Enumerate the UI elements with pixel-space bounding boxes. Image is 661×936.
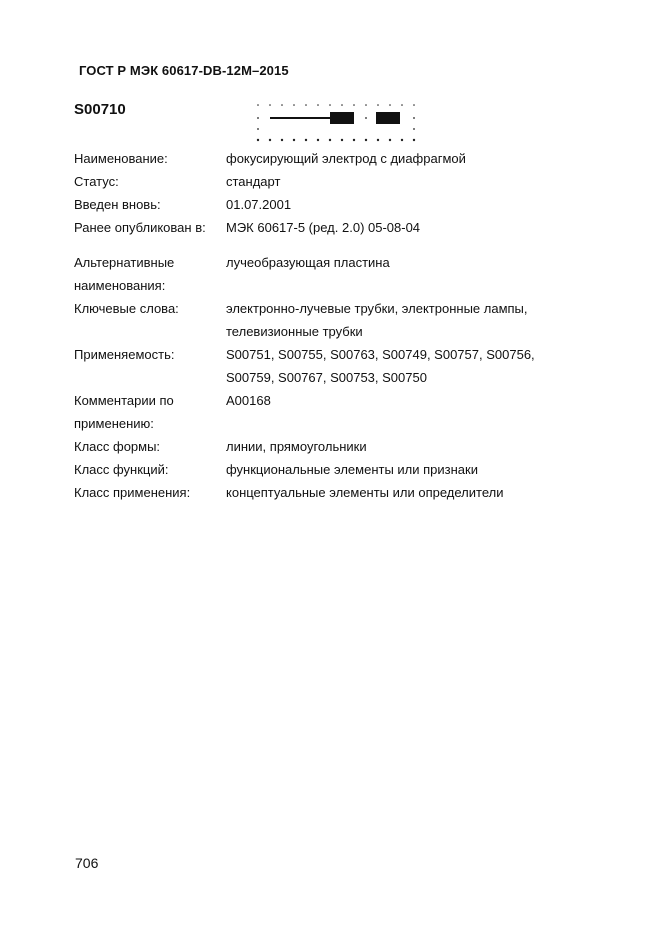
field-row [74,458,634,481]
field-value [226,297,634,343]
grid-dot [413,104,415,106]
field-value [226,193,634,216]
field-value [226,435,634,458]
field-label [74,170,226,193]
field-label-line: Комментарии по [74,393,174,408]
field-value [226,216,634,239]
page-number: 706 [75,855,99,871]
field-value [226,389,634,435]
grid-dot [341,139,343,141]
symbol-graphic [252,99,420,145]
field-row [74,147,634,170]
field-label-line: Наименование: [74,151,168,166]
symbol-rect-right [376,112,400,124]
field-value-line: 01.07.2001 [226,197,292,212]
field-label [74,389,226,435]
field-label-line: Применяемость: [74,347,175,362]
grid-dot [317,139,319,141]
field-value-line: линии, прямоугольники [226,439,367,454]
grid-dot [281,104,283,106]
focusing-electrode-with-aperture-symbol-icon [252,99,420,150]
field-label [74,458,226,481]
field-label [74,343,226,389]
grid-dot [365,117,367,119]
field-label-line: Класс применения: [74,485,191,500]
field-row [74,389,634,435]
field-label-line: Ранее опубликован в: [74,220,206,235]
field-row [74,193,634,216]
symbol-rect-left [330,112,354,124]
field-value-line: лучеобразующая пластина [226,255,390,270]
grid-dot [257,139,259,141]
field-value-line: стандарт [226,174,281,189]
field-label [74,435,226,458]
field-row [74,170,634,193]
field-value [226,170,634,193]
field-label [74,147,226,170]
field-value-line: A00168 [226,393,271,408]
grid-dot [389,104,391,106]
field-row [74,481,634,504]
field-label-line: применению: [74,416,154,431]
field-value [226,251,634,297]
field-label [74,297,226,343]
grid-dot [389,139,391,141]
document-header: ГОСТ Р МЭК 60617-DB-12М–2015 [79,63,289,78]
field-value-line: функциональные элементы или признаки [226,462,478,477]
field-row [74,435,634,458]
field-label-line: Альтернативные [74,255,175,270]
grid-dot [257,117,259,119]
field-row [74,297,634,343]
field-value-line: S00751, S00755, S00763, S00749, S00757, S00756, [226,347,535,362]
field-value [226,343,634,389]
symbol-code: S00710 [74,101,126,118]
field-row [74,251,634,297]
field-row [74,216,634,239]
field-value-line: МЭК 60617-5 (ред. 2.0) 05-08-04 [226,220,421,235]
grid-dot [365,139,367,141]
field-label [74,216,226,239]
grid-dot [377,139,379,141]
grid-dot [257,104,259,106]
field-value [226,147,634,170]
grid-dot [329,139,331,141]
grid-dot [281,139,283,141]
grid-dot [353,104,355,106]
field-value-line: электронно-лучевые трубки, электронные лампы, [226,301,528,316]
grid-dot [377,104,379,106]
grid-dot [341,104,343,106]
field-value-line: фокусирующий электрод с диафрагмой [226,151,466,166]
field-value [226,481,634,504]
grid-dot [329,104,331,106]
grid-dot [305,104,307,106]
field-row [74,343,634,389]
field-label [74,481,226,504]
grid-dot [413,139,415,141]
field-value-line: концептуальные элементы или определители [226,485,504,500]
grid-dot [293,104,295,106]
grid-dot [401,104,403,106]
grid-dot [353,139,355,141]
field-label-line: Класс формы: [74,439,161,454]
grid-dot [257,128,259,130]
grid-dot [269,104,271,106]
grid-dot [413,117,415,119]
grid-dot [401,139,403,141]
field-label-line: Класс функций: [74,462,169,477]
grid-dot [293,139,295,141]
field-value-line: S00759, S00767, S00753, S00750 [226,370,427,385]
field-value [226,458,634,481]
grid-dot [317,104,319,106]
field-label-line: Ключевые слова: [74,301,179,316]
grid-dot [365,104,367,106]
field-label-line: Введен вновь: [74,197,161,212]
field-label-line: Статус: [74,174,119,189]
field-value-line: телевизионные трубки [226,324,363,339]
field-label [74,193,226,216]
grid-dot [305,139,307,141]
field-label-line: наименования: [74,278,166,293]
field-label [74,251,226,297]
grid-dot [413,128,415,130]
grid-dot [269,139,271,141]
field-list [74,147,634,504]
